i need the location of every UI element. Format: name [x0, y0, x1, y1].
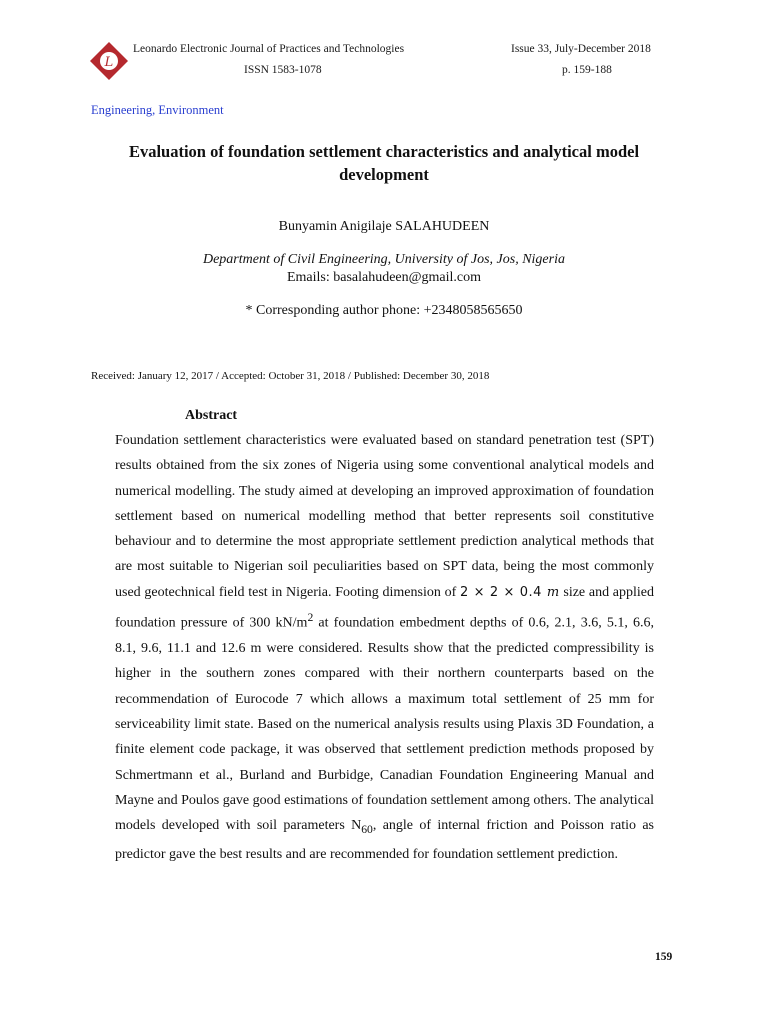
- abstract-text-2: size and applied foundation pressure of 300 kN/m: [115, 584, 655, 631]
- spt-subscript: 60: [361, 822, 373, 836]
- subject-category: Engineering, Environment: [91, 103, 224, 117]
- abstract-text-4: , angle of internal friction and Poisson ratio as predictor gave the best results and are recommended for foundation settlement prediction.: [115, 818, 654, 863]
- unit-superscript: 2: [307, 611, 314, 625]
- issn: ISSN 1583-1078: [244, 64, 322, 76]
- author-affiliation: Department of Civil Engineering, University of Jos, Jos, Nigeria: [202, 252, 565, 267]
- abstract-body: [115, 428, 654, 868]
- journal-logo: [88, 40, 130, 82]
- page-range: p. 159-188: [562, 64, 612, 76]
- journal-name: Leonardo Electronic Journal of Practices and Technologies: [133, 43, 405, 55]
- author-emails: Emails: basalahudeen@gmail.com: [286, 270, 482, 285]
- publication-dates: Received: January 12, 2017 / Accepted: October 31, 2018 / Published: December 30, 2018: [91, 370, 490, 382]
- abstract-text-1: Foundation settlement characteristics were evaluated based on standard penetration test (SPT) results obtained from the six zones of Nigeria using some conventional analytical models and numerical modelling. The study aimed at developing an improved approximation of foundation settlement based on numerical modelling method that better represents soil constitutive behaviour and to determine the most appropriate settlement prediction analytical methods that are most suitable to Nigerian soil peculiarities based on SPT data, being the most commonly used geotechnical field test in Nigeria. Footing dimension of: [115, 433, 654, 600]
- abstract-heading: Abstract: [185, 408, 238, 423]
- author-name: Bunyamin Anigilaje SALAHUDEEN: [278, 219, 490, 234]
- paper-title: Evaluation of foundation settlement characteristics and analytical model development: [128, 142, 640, 184]
- svg-text:L: L: [104, 55, 114, 70]
- abstract-text-3: at foundation embedment depths of 0.6, 2.1, 3.6, 5.1, 6.6, 8.1, 9.6, 11.1 and 12.6 m were considered. Results show that the predicted compressibility is higher in the southern zones compared with their northern counterparts based on the recommendation of Eurocode 7 which allows a maximum total settlement of 25 mm for serviceability limit state. Based on the numerical analysis results using Plaxis 3D Foundation, a finite element code package, it was observed that settlement prediction methods proposed by Schmertmann et al., Burland and Burbidge, Canadian Foundation Engineering Manual and Mayne and Poulos gave good estimations of foundation settlement among others. The analytical models developed with soil parameters N: [115, 615, 655, 834]
- corresponding-phone: * Corresponding author phone: +2348058565650: [245, 303, 523, 318]
- page-number: 159: [655, 951, 673, 963]
- footing-dimension: 2 × 2 × 0.4 m: [459, 584, 560, 600]
- issue-info: Issue 33, July-December 2018: [511, 43, 651, 55]
